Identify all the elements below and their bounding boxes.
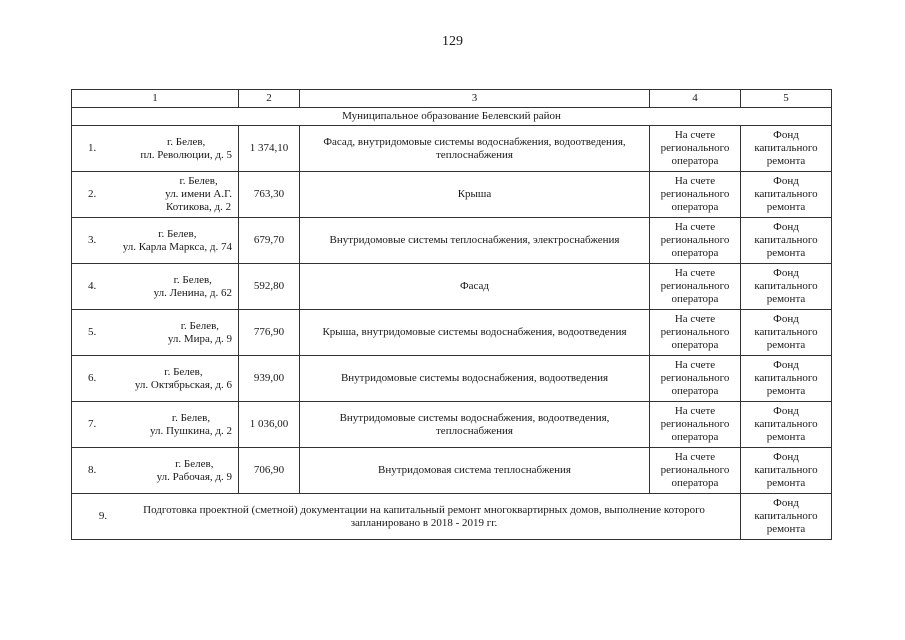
method-cell-text: На счете регионального оператора <box>660 267 730 305</box>
object-cell <box>72 356 239 402</box>
table-row <box>72 310 832 356</box>
source-cell <box>741 126 832 172</box>
works-cell <box>300 126 650 172</box>
method-cell-text: На счете регионального оператора <box>660 359 730 397</box>
object-cell <box>72 172 239 218</box>
works-cell <box>300 218 650 264</box>
method-cell <box>650 402 741 448</box>
area-cell <box>239 218 300 264</box>
method-cell <box>650 218 741 264</box>
area-cell-text: 939,00 <box>253 372 285 384</box>
object-address: г. Белев, ул. Ленина, д. 62 <box>153 273 232 299</box>
source-cell-text: Фонд капитального ремонта <box>754 313 818 351</box>
column-header: 4 <box>650 90 741 108</box>
object-cell <box>72 264 239 310</box>
method-cell <box>650 356 741 402</box>
object-address: г. Белев, ул. Октябрьская, д. 6 <box>134 365 232 391</box>
column-header: 1 <box>72 90 239 108</box>
row-number: 4. <box>88 280 97 292</box>
works-cell-text: Фасад <box>459 280 490 292</box>
works-cell-text: Внутридомовая система теплоснабжения <box>378 464 571 476</box>
works-cell <box>300 402 650 448</box>
table-row <box>72 218 832 264</box>
source-cell <box>741 218 832 264</box>
source-cell <box>741 356 832 402</box>
method-cell <box>650 172 741 218</box>
table-row <box>72 448 832 494</box>
row-number: 2. <box>88 188 97 200</box>
works-cell-text: Крыша <box>457 188 492 200</box>
works-cell <box>300 356 650 402</box>
method-cell <box>650 310 741 356</box>
object-address: г. Белев, ул. имени А.Г. Котикова, д. 2 <box>165 175 232 213</box>
table-row <box>72 264 832 310</box>
region-title: Муниципальное образование Белевский район <box>72 108 832 126</box>
works-cell-text: Внутридомовые системы теплоснабжения, электроснабжения <box>329 234 620 246</box>
row-number: 3. <box>88 234 97 246</box>
object-cell <box>72 402 239 448</box>
source-cell-text: Фонд капитального ремонта <box>754 221 818 259</box>
source-cell-text: Фонд капитального ремонта <box>754 129 818 167</box>
source-cell-text: Фонд капитального ремонта <box>754 497 818 535</box>
area-cell <box>239 310 300 356</box>
table-row <box>72 126 832 172</box>
source-cell <box>741 494 832 540</box>
method-cell-text: На счете регионального оператора <box>660 451 730 489</box>
design-docs-text: Подготовка проектной (сметной) документации на капитальный ремонт многоквартирных домов, выполнение которого запланировано в 2018 - 2019 гг. <box>143 503 705 529</box>
works-cell <box>300 264 650 310</box>
column-header: 3 <box>300 90 650 108</box>
source-cell-text: Фонд капитального ремонта <box>754 405 818 443</box>
area-cell-text: 776,90 <box>253 326 285 338</box>
area-cell-text: 592,80 <box>253 280 285 292</box>
area-cell-text: 763,30 <box>253 188 285 200</box>
method-cell-text: На счете регионального оператора <box>660 313 730 351</box>
source-cell <box>741 310 832 356</box>
object-address: г. Белев, ул. Пушкина, д. 2 <box>149 411 232 437</box>
column-header: 2 <box>239 90 300 108</box>
area-cell <box>239 172 300 218</box>
method-cell <box>650 264 741 310</box>
works-cell-text: Внутридомовые системы водоснабжения, водоотведения <box>340 372 609 384</box>
area-cell-text: 679,70 <box>253 234 285 246</box>
works-cell <box>300 172 650 218</box>
source-cell-text: Фонд капитального ремонта <box>754 451 818 489</box>
works-cell <box>300 448 650 494</box>
object-cell <box>72 310 239 356</box>
source-cell <box>741 264 832 310</box>
area-cell <box>239 402 300 448</box>
object-cell <box>72 448 239 494</box>
column-numbers-row <box>72 90 832 108</box>
works-cell <box>300 310 650 356</box>
row-number: 5. <box>88 326 97 338</box>
object-address: г. Белев, ул. Карла Маркса, д. 74 <box>122 227 232 253</box>
object-address: г. Белев, ул. Мира, д. 9 <box>167 319 232 345</box>
area-cell <box>239 356 300 402</box>
object-cell <box>72 126 239 172</box>
source-cell <box>741 172 832 218</box>
table-row <box>72 172 832 218</box>
region-row <box>72 108 832 126</box>
source-cell <box>741 448 832 494</box>
object-address: г. Белев, ул. Рабочая, д. 9 <box>156 457 232 483</box>
table-row <box>72 494 832 540</box>
source-cell <box>741 402 832 448</box>
row-number: 9. <box>98 510 108 522</box>
area-cell-text: 1 036,00 <box>249 418 289 430</box>
object-cell <box>72 218 239 264</box>
method-cell <box>650 448 741 494</box>
source-cell-text: Фонд капитального ремонта <box>754 359 818 397</box>
design-docs-cell <box>72 494 741 540</box>
area-cell <box>239 126 300 172</box>
row-number: 7. <box>88 418 97 430</box>
page-number: 129 <box>442 34 463 49</box>
method-cell-text: На счете регионального оператора <box>660 405 730 443</box>
row-number: 6. <box>88 372 97 384</box>
table-row <box>72 356 832 402</box>
method-cell-text: На счете регионального оператора <box>660 129 730 167</box>
row-number: 1. <box>88 142 97 154</box>
method-cell <box>650 126 741 172</box>
object-address: г. Белев, пл. Революции, д. 5 <box>140 135 232 161</box>
area-cell-text: 1 374,10 <box>249 142 289 154</box>
row-number: 8. <box>88 464 97 476</box>
column-header: 5 <box>741 90 832 108</box>
area-cell-text: 706,90 <box>253 464 285 476</box>
area-cell <box>239 264 300 310</box>
area-cell <box>239 448 300 494</box>
works-cell-text: Внутридомовые системы водоснабжения, водоотведения, теплоснабжения <box>339 411 610 437</box>
table-row <box>72 402 832 448</box>
capital-repair-table <box>71 89 832 540</box>
source-cell-text: Фонд капитального ремонта <box>754 175 818 213</box>
works-cell-text: Крыша, внутридомовые системы водоснабжения, водоотведения <box>322 326 627 338</box>
source-cell-text: Фонд капитального ремонта <box>754 267 818 305</box>
method-cell-text: На счете регионального оператора <box>660 221 730 259</box>
method-cell-text: На счете регионального оператора <box>660 175 730 213</box>
works-cell-text: Фасад, внутридомовые системы водоснабжения, водоотведения, теплоснабжения <box>323 135 626 161</box>
